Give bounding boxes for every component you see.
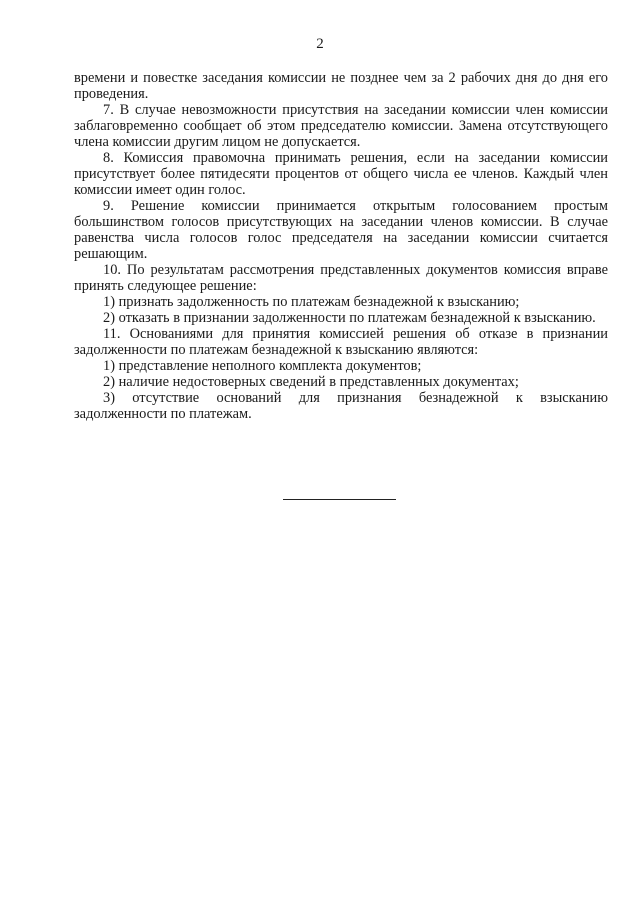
paragraph-item-11: 11. Основаниями для принятия комиссией решения об отказе в признании задолженности по платежам безнадежной к взысканию являются: bbox=[74, 326, 608, 358]
paragraph-item-11-sub-1: 1) представление неполного комплекта документов; bbox=[103, 358, 422, 374]
paragraph-item-10-sub-2: 2) отказать в признании задолженности по платежам безнадежной к взысканию. bbox=[103, 310, 596, 326]
paragraph-item-11-sub-3: 3) отсутствие оснований для признания безнадежной к взысканию задолженности по платежам. bbox=[74, 390, 608, 422]
document-body bbox=[74, 70, 608, 422]
closing-separator-line bbox=[283, 499, 396, 500]
page-number: 2 bbox=[316, 36, 324, 52]
paragraph-item-7: 7. В случае невозможности присутствия на заседании комиссии член комиссии заблаговременно сообщает об этом председателю комиссии. Замена отсутствующего члена комиссии другим лицом не допускается. bbox=[74, 102, 608, 150]
paragraph-item-8: 8. Комиссия правомочна принимать решения, если на заседании комиссии присутствует более пятидесяти процентов от общего числа ее членов. Каждый член комиссии имеет один голос. bbox=[74, 150, 608, 198]
paragraph-item-10: 10. По результатам рассмотрения представленных документов комиссия вправе принять следующее решение: bbox=[74, 262, 608, 294]
paragraph-item-11-sub-2: 2) наличие недостоверных сведений в представленных документах; bbox=[103, 374, 519, 390]
paragraph-item-9: 9. Решение комиссии принимается открытым голосованием простым большинством голосов присутствующих на заседании членов комиссии. В случае равенства числа голосов голос председателя на заседании комиссии считается решающим. bbox=[74, 198, 608, 262]
paragraph-continuation: времени и повестке заседания комиссии не позднее чем за 2 рабочих дня до дня его проведения. bbox=[74, 70, 608, 102]
paragraph-item-10-sub-1: 1) признать задолженность по платежам безнадежной к взысканию; bbox=[103, 294, 520, 310]
